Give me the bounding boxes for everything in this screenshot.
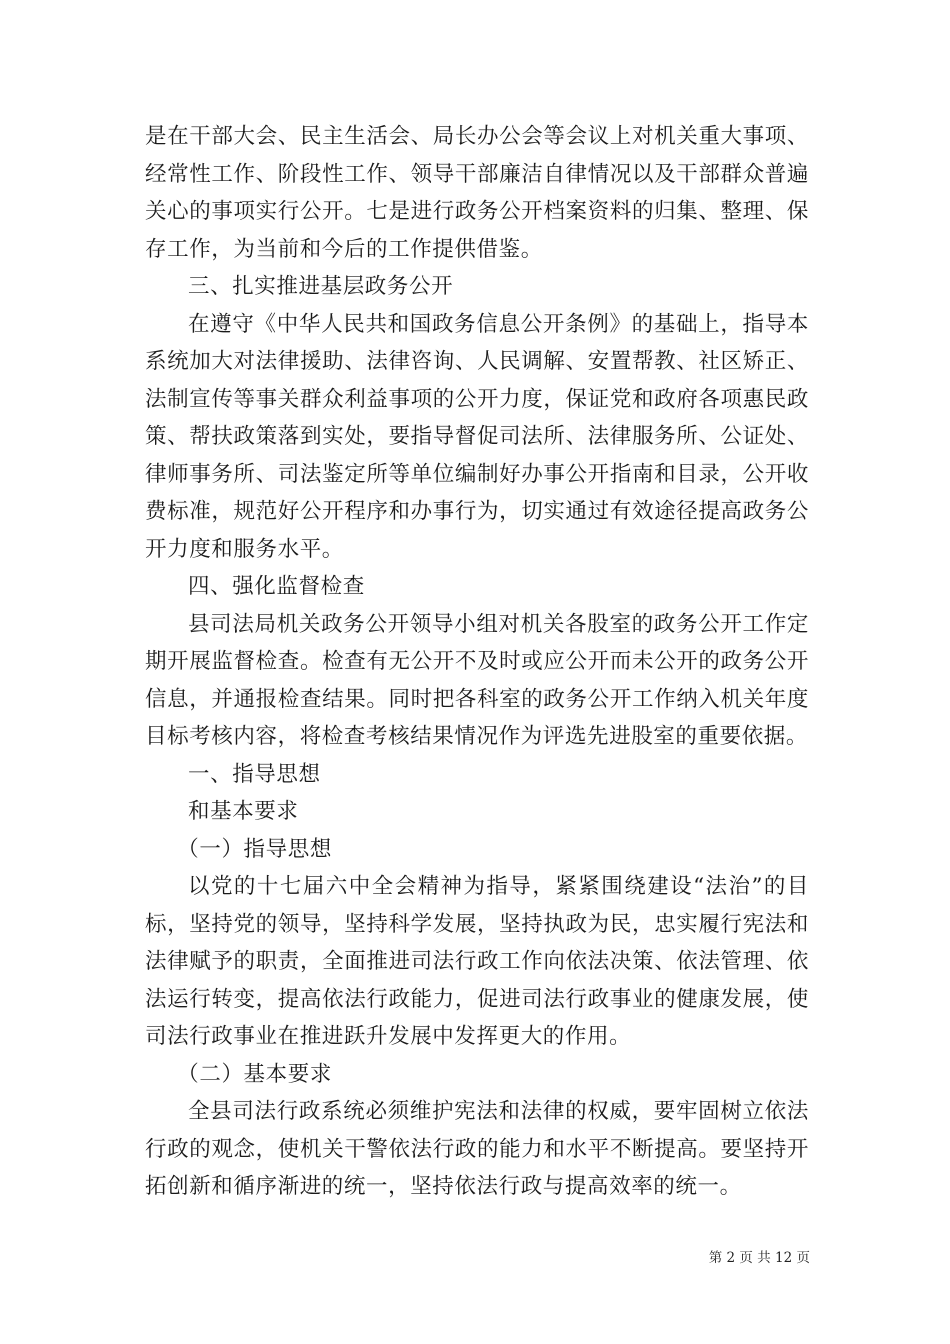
paragraph-guiding-ideology: 以党的十七届六中全会精神为指导，紧紧围绕建设“法治”的目标，坚持党的领导，坚持科学发展，坚持执政为民，忠实履行宪法和法律赋予的职责，全面推进司法行政工作向依法决策、依法管理、依法运行转变，提高依法行政能力，促进司法行政事业的健康发展，使司法行政事业在推进跃升发展中发挥更大的作用。	[145, 874, 809, 1049]
section-heading-4: 四、强化监督检查	[188, 574, 365, 599]
paragraph-continuation: 是在干部大会、民主生活会、局长办公会等会议上对机关重大事项、经常性工作、阶段性工作、领导干部廉洁自律情况以及干部群众普遍关心的事项实行公开。七是进行政务公开档案资料的归集、整理、保存工作，为当前和今后的工作提供借鉴。	[145, 124, 809, 262]
document-body	[145, 118, 809, 1206]
paragraph-grassroots-disclosure: 在遵守《中华人民共和国政务信息公开条例》的基础上，指导本系统加大对法律援助、法律咨询、人民调解、安置帮教、社区矫正、法制宣传等事关群众利益事项的公开力度，保证党和政府各项惠民政策、帮扶政策落到实处，要指导督促司法所、法律服务所、公证处、律师事务所、司法鉴定所等单位编制好办事公开指南和目录，公开收费标准，规范好公开程序和办事行为，切实通过有效途径提高政务公开力度和服务水平。	[145, 311, 809, 562]
page-number-footer: 第 2 页 共 12 页	[708, 1250, 810, 1266]
paragraph-supervision: 县司法局机关政务公开领导小组对机关各股室的政务公开工作定期开展监督检查。检查有无公开不及时或应公开而未公开的政务公开信息，并通报检查结果。同时把各科室的政务公开工作纳入机关年度目标考核内容，将检查考核结果情况作为评选先进股室的重要依据。	[145, 611, 809, 749]
paragraph-basic-requirements: 全县司法行政系统必须维护宪法和法律的权威，要牢固树立依法行政的观念，使机关干警依法行政的能力和水平不断提高。要坚持开拓创新和循序渐进的统一，坚持依法行政与提高效率的统一。	[145, 1099, 809, 1199]
subheading-basic-requirements: （二）基本要求	[177, 1061, 332, 1087]
section-heading-1-continued: 和基本要求	[188, 799, 299, 824]
section-heading-3: 三、扎实推进基层政务公开	[188, 274, 454, 299]
section-heading-1: 一、指导思想	[188, 761, 321, 787]
subheading-guiding-ideology: （一）指导思想	[177, 836, 332, 862]
